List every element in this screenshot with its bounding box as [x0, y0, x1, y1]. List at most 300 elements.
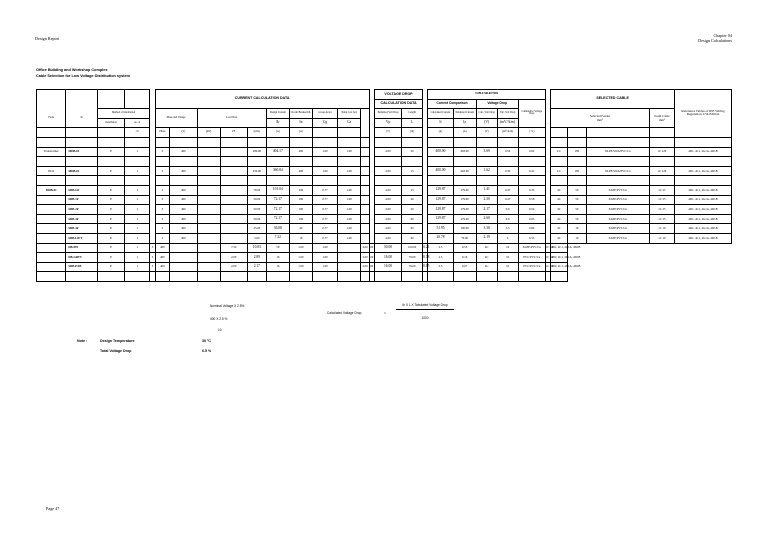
row-length: 60: [402, 214, 423, 224]
row-earth: 1C 25: [649, 195, 674, 205]
row-voltage: 400: [155, 243, 170, 253]
mv-symbol: (mV/A/m): [497, 118, 518, 128]
row-phase: 3: [155, 233, 170, 243]
row-to: SDB-EXB: [66, 262, 97, 272]
row-tab-vd: 0.6: [497, 214, 518, 224]
row-earth: 1C 10: [545, 253, 550, 263]
row-ib: 36.08: [266, 224, 289, 234]
row-vp: 4.00: [374, 224, 401, 234]
row-kw: [170, 253, 197, 263]
row-pf: [220, 185, 247, 195]
header-section: Design Calculations: [698, 38, 732, 43]
row-tab-vd: 0.6: [497, 205, 518, 215]
row-reference: 4D1, 4C1, 4G1A, 4D1B: [675, 214, 732, 224]
row-voltage: 400: [170, 224, 197, 234]
row-from: Transformer: [37, 147, 66, 157]
row-pf: [197, 253, 220, 263]
row-calc-vd: 2.19: [476, 233, 497, 243]
row-installation: E: [97, 214, 124, 224]
row-length: 50: [402, 205, 423, 215]
header-row-labels: [37, 109, 732, 119]
row-earth: 1C 25: [649, 185, 674, 195]
row-calc-vd: 0.15: [423, 262, 428, 272]
row-kva: 250.00: [247, 166, 266, 176]
kva-unit: (kVA): [247, 128, 266, 138]
row-in: 400: [289, 147, 312, 157]
row-cg: 0.77: [312, 214, 337, 224]
table-row: [37, 214, 732, 224]
spacer-row: [37, 157, 732, 167]
row-voltage: 400: [170, 233, 197, 243]
row-kw: [197, 147, 220, 157]
table-row: [37, 195, 732, 205]
row-ib: 2.17: [247, 262, 266, 272]
row-calc-vd: 2.30: [476, 195, 497, 205]
row-ca: 1.00: [338, 233, 361, 243]
row-size: 10: [497, 253, 518, 263]
row-cct: 1: [125, 147, 150, 157]
current-comparison-header: Current Comparison: [428, 99, 476, 109]
row-length: 40: [402, 195, 423, 205]
row-installation: E: [97, 185, 124, 195]
document-subtitle: Cable Selection for Low Voltage Distribution system: [36, 74, 131, 78]
row-installation: E: [97, 205, 124, 215]
row-pf: [220, 147, 247, 157]
row-reference: 4D1, 4C1, 4G1A, 4D1B: [675, 233, 732, 243]
row-length: 15: [402, 166, 423, 176]
row-it: 51.95: [428, 224, 453, 234]
total-voltage-drop-label: Total Voltage Drop: [100, 349, 132, 353]
row-phase: 3: [155, 205, 170, 215]
row-iz: 179.00: [453, 195, 476, 205]
spacer-row: [37, 272, 732, 282]
row-cable-type: XLPE/SWA/PVC/Cu: [586, 166, 649, 176]
row-from: DGS: [37, 166, 66, 176]
row-it: 16.00: [374, 253, 401, 263]
row-voltage: 400: [170, 147, 197, 157]
phase-unit: Phase: [155, 128, 170, 138]
row-cum-vd: 0.16: [453, 253, 476, 263]
row-cum-vd: 0.07: [453, 262, 476, 272]
row-in: 100: [289, 185, 312, 195]
row-reference: 4D2, 4C1, 4D1A, 4D1B: [551, 262, 568, 272]
row-calc-vd: 0.21: [423, 243, 428, 253]
row-length: 60: [369, 243, 374, 253]
row-earth: 1C 16: [649, 224, 674, 234]
row-reference: 4D1, 4C1, 4G1A, 4D1B: [675, 224, 732, 234]
row-length: 60: [402, 224, 423, 234]
row-calc-vd: 0.58: [423, 253, 428, 263]
row-ib: 101.04: [266, 185, 289, 195]
row-ib: 7.22: [266, 233, 289, 243]
design-temperature-label: Design Temperature: [100, 339, 135, 343]
row-ib: 2.89: [247, 253, 266, 263]
row-kva: 25.00: [247, 224, 266, 234]
row-cg: 0.77: [312, 195, 337, 205]
row-in: 100: [289, 214, 312, 224]
row-cum-vd: 0.54: [518, 205, 545, 215]
row-calc-vd: 2.17: [476, 205, 497, 215]
row-iz: 100.00: [402, 243, 423, 253]
row-pf: [197, 262, 220, 272]
formula-values: 400 X 2.5 %: [210, 317, 228, 321]
row-cable-type: XLPE/PVC/Cu: [586, 224, 649, 234]
spacer-row: [37, 137, 732, 147]
row-cum-vd: 0.65: [518, 214, 545, 224]
row-reference: 4D1, 4C1, 4G1A, 4D1B: [675, 195, 732, 205]
row-ib: 72.17: [266, 195, 289, 205]
row-kw: [197, 224, 220, 234]
in-unit: (A): [289, 128, 312, 138]
group-factor-header: Group-factor: [312, 109, 337, 119]
row-from: [37, 205, 66, 215]
row-length: 25: [402, 185, 423, 195]
row-cg: 0.77: [312, 185, 337, 195]
formula-vd-label: Calculated Voltage Drop: [327, 311, 362, 315]
total-voltage-drop-value: 6.5 %: [202, 349, 212, 353]
row-cum-vd: 0.92: [518, 147, 545, 157]
row-phase: 3: [155, 195, 170, 205]
row-kw: [197, 233, 220, 243]
row-cct: 1: [125, 243, 150, 253]
row-pf: [220, 233, 247, 243]
row-cum-vd: 0.35: [518, 185, 545, 195]
design-current-header: Design Current: [266, 109, 289, 119]
row-from: [37, 224, 66, 234]
row-iz: 100.00: [453, 224, 476, 234]
row-size: 10: [567, 233, 586, 243]
row-cct: 1: [125, 253, 150, 263]
row-tab-vd: 1.5: [497, 224, 518, 234]
iz-symbol: Iz: [453, 118, 476, 128]
row-voltage: 400: [170, 166, 197, 176]
calc-vd-header: Calc. Volt Drop: [476, 109, 497, 119]
design-temperature-value: 30 °C: [202, 339, 212, 343]
row-voltage: 400: [170, 214, 197, 224]
row-in: 400: [289, 166, 312, 176]
to-header: To: [66, 109, 97, 128]
row-phase: 3: [155, 214, 170, 224]
row-calc-vd: 1.41: [476, 185, 497, 195]
row-cct: 1: [125, 214, 150, 224]
row-size: 10: [497, 262, 518, 272]
row-cores: 4 C: [551, 147, 568, 157]
l-symbol: L: [402, 118, 423, 128]
vp-symbol: Vp: [374, 118, 401, 128]
row-calc-vd: 1.62: [476, 166, 497, 176]
row-cct: 1: [125, 224, 150, 234]
row-in: 16: [289, 233, 312, 243]
temp-factor-header: Temp Corr fact: [338, 109, 361, 119]
row-kw: [197, 166, 220, 176]
row-cores: 4 C: [551, 166, 568, 176]
row-vp: 4.00: [361, 253, 369, 263]
row-ca: 1.00: [312, 253, 337, 263]
row-to: SDB-GF: [66, 185, 97, 195]
selected-cable-header: SELECTED CABLE: [551, 90, 675, 109]
current-calculation-header: CURRENT CALCULATION DATA: [155, 90, 369, 109]
row-cg: 1.00: [289, 243, 312, 253]
header-left: Design Report: [35, 36, 60, 41]
row-cable-type: XLPE/PVC/Cu: [586, 185, 649, 195]
row-size: 185: [567, 147, 586, 157]
row-reference: 4D2, 4C1, 4D1A, 4D1B: [551, 253, 568, 263]
row-vp: 4.00: [361, 243, 369, 253]
row-kva: 280.00: [247, 147, 266, 157]
pf-unit: PF: [220, 128, 247, 138]
row-to: SDB-3F: [66, 214, 97, 224]
row-calc-vd: 3.69: [476, 147, 497, 157]
formula-equals: =: [384, 311, 386, 315]
row-in: 40: [289, 224, 312, 234]
row-cores: 4C: [551, 214, 568, 224]
row-it: 129.87: [428, 185, 453, 195]
row-installation: E: [97, 233, 124, 243]
table-row: [37, 262, 732, 272]
row-to: MDB-01: [66, 166, 97, 176]
earth-cable-label: Earth Cable: [654, 114, 670, 119]
row-kw: [170, 262, 197, 272]
row-phase: 3: [150, 262, 155, 272]
row-ca: 1.00: [338, 195, 361, 205]
row-reference: 4D1, 4C1, 4G1A, 4D1B: [675, 147, 732, 157]
row-voltage: 400: [170, 195, 197, 205]
row-tab-vd: 4: [497, 233, 518, 243]
row-pf: [220, 195, 247, 205]
row-cores: 4C: [476, 262, 497, 272]
row-to: SDB-4F: [66, 224, 97, 234]
ca-symbol: Ca: [338, 118, 361, 128]
row-ca: 1.00: [338, 185, 361, 195]
row-pf: [220, 214, 247, 224]
row-kva: 70.00: [247, 185, 266, 195]
row-cg: 0.77: [312, 233, 337, 243]
row-size: 50: [567, 195, 586, 205]
row-in: 50: [266, 243, 289, 253]
row-cores: 4C: [551, 224, 568, 234]
spacer-row: [37, 176, 732, 186]
table-row: [37, 205, 732, 215]
row-kw: [197, 195, 220, 205]
row-cct: 1: [125, 205, 150, 215]
permitted-vd-header: Permitted Volt Drop: [374, 109, 401, 119]
row-cum-vd: 0.55: [453, 243, 476, 253]
row-earth: 1C 25: [649, 214, 674, 224]
voltage-drop-subheader: Voltage Drop: [476, 99, 518, 109]
row-reference: 4D1, 4C1, 4G1A, 4D1B: [675, 166, 732, 176]
row-length: 60: [402, 233, 423, 243]
cvd-unit: (V): [476, 128, 497, 138]
earth-cable-header: [649, 109, 674, 128]
row-to: DB-GRTV: [66, 253, 97, 263]
row-phase: 3: [150, 253, 155, 263]
selected-feeder-label: Selected Feeder: [589, 114, 611, 119]
row-it: 129.87: [428, 195, 453, 205]
row-iz: 463.00: [453, 166, 476, 176]
row-tab-vd: 2.5: [428, 253, 453, 263]
row-cores: 4C: [551, 195, 568, 205]
row-cum-vd: 0.55: [518, 233, 545, 243]
voltage-unit: (V): [170, 128, 197, 138]
kw-unit: (kW): [197, 128, 220, 138]
row-installation: E: [97, 195, 124, 205]
row-size: 50: [567, 205, 586, 215]
row-in: 16: [266, 253, 289, 263]
row-ib: 360.84: [266, 166, 289, 176]
row-iz: 79.00: [453, 233, 476, 243]
row-voltage: 400: [155, 262, 170, 272]
row-size: 16: [567, 224, 586, 234]
header-row-units: [37, 128, 732, 138]
header-row-groups: [37, 90, 732, 100]
row-iz: 79.00: [402, 262, 423, 272]
row-cable-type: PVC/PVC/Cu: [518, 262, 545, 272]
from-header: From: [37, 109, 66, 128]
table-row: [37, 147, 732, 157]
row-ib: 72.17: [266, 214, 289, 224]
formula-numerator: Ib X L X Tabulated Voltage Drop: [396, 303, 454, 310]
row-vp: 4.00: [374, 166, 401, 176]
row-earth: 1C 10: [649, 233, 674, 243]
row-iz: 179.00: [453, 205, 476, 215]
row-to: SDB-2F: [66, 205, 97, 215]
row-cg: 0.77: [312, 205, 337, 215]
row-pf: [197, 243, 220, 253]
document-title: Office Building and Workshop Complex: [36, 68, 108, 72]
row-tab-vd: 0.30: [497, 166, 518, 176]
calc-current-header: Calculated Current: [428, 109, 453, 119]
row-it: 20.78: [428, 233, 453, 243]
row-length: 20: [402, 147, 423, 157]
row-vp: 4.00: [374, 205, 401, 215]
row-voltage: 400: [170, 205, 197, 215]
row-installation: E: [97, 262, 124, 272]
row-iz: 463.00: [453, 147, 476, 157]
cct-unit: cct: [125, 128, 150, 138]
row-cable-type: XLPE/PVC/Cu: [586, 205, 649, 215]
ib-unit: (A): [266, 128, 289, 138]
page-number: Page 47: [46, 506, 60, 511]
row-ca: 1.00: [338, 224, 361, 234]
formula-nominal: Nominal Voltage X 2.5%: [210, 304, 245, 308]
row-kva: 50.00: [247, 205, 266, 215]
row-cores: 4C: [476, 253, 497, 263]
row-cable-type: XLPE/SWA/PVC/Cu: [586, 147, 649, 157]
table-row: [37, 243, 732, 253]
row-cg: 1.00: [312, 147, 337, 157]
row-tab-vd: 0.47: [497, 185, 518, 195]
row-phase: 3: [155, 185, 170, 195]
row-tab-vd: 2.5: [428, 243, 453, 253]
row-cg: 1.00: [289, 253, 312, 263]
row-installation: E: [97, 243, 124, 253]
row-ca: 1.00: [338, 214, 361, 224]
breaker-header: Circuit Breaker/OL: [289, 109, 312, 119]
calculation-data-header: CALCULATION DATA: [374, 99, 422, 109]
row-to: DB-PH: [66, 243, 97, 253]
row-phase: 3: [155, 147, 170, 157]
row-cum-vd: 0.84: [518, 224, 545, 234]
table-row: [37, 224, 732, 234]
row-to: MDB-01: [66, 147, 97, 157]
row-ib: 10.83: [247, 243, 266, 253]
row-from: [37, 243, 66, 253]
row-ca: 1.00: [338, 166, 361, 176]
cum-unit: ( % ): [518, 128, 545, 138]
row-calc-vd: 3.36: [476, 224, 497, 234]
installation-header: installation: [97, 118, 124, 128]
tab-current-header: Tabulated Current: [453, 109, 476, 119]
method-header: Method of Installation: [97, 109, 149, 119]
row-kva: 5.00: [247, 233, 266, 243]
cg-symbol: Cg: [312, 118, 337, 128]
it-symbol: It: [428, 118, 453, 128]
row-ca: 1.00: [312, 262, 337, 272]
row-kva: 2.00: [220, 253, 247, 263]
row-reference: 4D1, 4C1, 4G1A, 4D1B: [675, 185, 732, 195]
row-it: 129.87: [428, 214, 453, 224]
vp-unit: (V): [374, 128, 401, 138]
row-earth: 1C 10: [545, 262, 550, 272]
row-installation: E: [97, 253, 124, 263]
cable-selection-table: [36, 89, 732, 282]
v-symbol: (V): [476, 118, 497, 128]
row-cct: 1: [125, 166, 150, 176]
row-it: 129.87: [428, 205, 453, 215]
table-row: [37, 253, 732, 263]
formula-denominator: 1000: [421, 316, 429, 320]
row-installation: E: [97, 166, 124, 176]
row-size: 185: [567, 166, 586, 176]
header-right: [698, 33, 732, 43]
row-from: [37, 262, 66, 272]
row-from: [37, 195, 66, 205]
row-cg: 1.00: [289, 262, 312, 272]
row-kva: 7.50: [220, 243, 247, 253]
tvd-unit: (mV/A/m): [497, 128, 518, 138]
row-pf: [220, 166, 247, 176]
cable-selection-header: CABLE SELECTION: [428, 90, 546, 100]
ib-symbol: Ib: [266, 118, 289, 128]
table-row: [37, 233, 732, 243]
row-iz: 179.00: [453, 185, 476, 195]
row-vp: 4.00: [374, 195, 401, 205]
no-of-header: no. of: [125, 118, 150, 128]
row-vp: 4.00: [374, 233, 401, 243]
row-size: 16: [497, 243, 518, 253]
selected-feeder-header: [551, 109, 650, 128]
row-cct: 1: [125, 195, 150, 205]
row-earth: 1C 120: [649, 166, 674, 176]
row-cable-type: PVC/PVC/Cu: [518, 253, 545, 263]
in-symbol: In: [289, 118, 312, 128]
selected-feeder-unit: mm²: [597, 118, 603, 123]
row-in: 100: [289, 205, 312, 215]
row-it: 50.00: [374, 243, 401, 253]
row-cores: 4C: [551, 205, 568, 215]
tab-vd-header: Tab. Volt Drop: [497, 109, 518, 119]
row-kva: 50.00: [247, 214, 266, 224]
row-cores: 4C: [551, 233, 568, 243]
row-length: 60: [369, 262, 374, 272]
row-from: MDB-01: [37, 185, 66, 195]
row-ca: 1.00: [312, 243, 337, 253]
row-ib: 404.17: [266, 147, 289, 157]
row-it: 16.00: [374, 262, 401, 272]
phase-voltage-header: Phase and Voltage: [155, 109, 197, 128]
table-row: [37, 166, 732, 176]
row-kw: [197, 205, 220, 215]
